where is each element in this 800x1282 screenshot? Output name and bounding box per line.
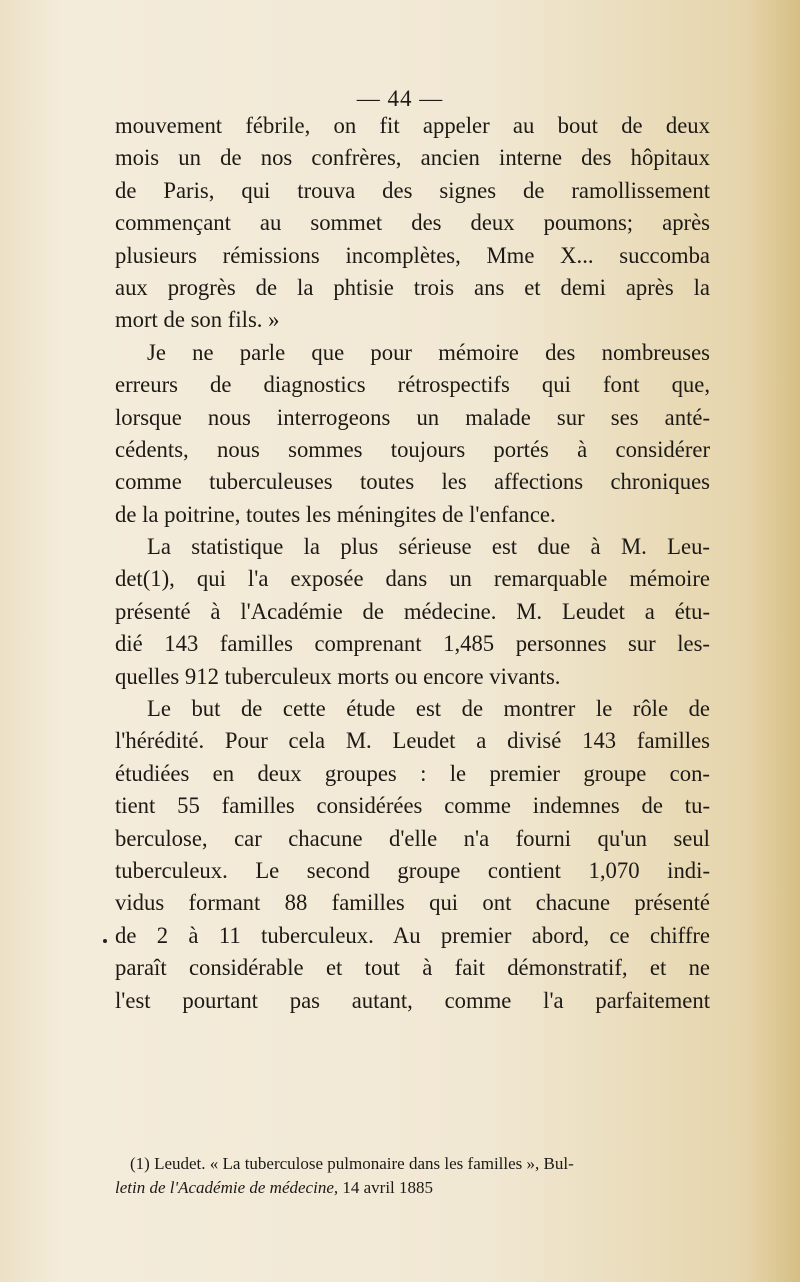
margin-dot	[103, 939, 107, 943]
text-line: présenté à l'Académie de médecine. M. Leudet a étu-	[115, 598, 710, 624]
text-line: de 2 à 11 tuberculeux. Au premier abord, ce chiffre	[115, 922, 710, 948]
text-line: erreurs de diagnostics rétrospectifs qui font que,	[115, 372, 710, 398]
text-line: étudiées en deux groupes : le premier groupe con-	[115, 760, 710, 786]
footnote-journal-title: letin de l'Académie de médecine,	[115, 1178, 339, 1197]
text-line: vidus formant 88 familles qui ont chacune présenté	[115, 890, 710, 916]
footnote-line-1: (1) Leudet. « La tuberculose pulmonaire dans les familles », Bul-	[130, 1154, 574, 1173]
text-line: aux progrès de la phtisie trois ans et demi après la	[115, 274, 710, 300]
text-line: det(1), qui l'a exposée dans un remarquable mémoire	[115, 566, 710, 592]
text-line: de Paris, qui trouva des signes de ramollissement	[115, 177, 710, 203]
text-line: Le but de cette étude est de montrer le rôle de	[147, 696, 710, 722]
text-line: plusieurs rémissions incomplètes, Mme X... succomba	[115, 242, 710, 268]
text-line: commençant au sommet des deux poumons; après	[115, 210, 710, 236]
text-line: de la poitrine, toutes les méningites de l'enfance.	[115, 501, 556, 527]
text-line: dié 143 familles comprenant 1,485 personnes sur les-	[115, 631, 710, 657]
text-line: berculose, car chacune d'elle n'a fourni qu'un seul	[115, 825, 710, 851]
text-line: La statistique la plus sérieuse est due à M. Leu-	[147, 534, 710, 560]
text-line: tuberculeux. Le second groupe contient 1,070 indi-	[115, 857, 710, 883]
footnote-date: 14 avril 1885	[338, 1178, 434, 1197]
text-line: l'hérédité. Pour cela M. Leudet a divisé 143 familles	[115, 728, 710, 754]
text-line: mort de son fils. »	[115, 307, 280, 333]
text-line: paraît considérable et tout à fait démonstratif, et ne	[115, 955, 710, 981]
page-number: — 44 —	[356, 86, 444, 111]
text-line: tient 55 familles considérées comme indemnes de tu-	[115, 793, 710, 819]
text-line: Je ne parle que pour mémoire des nombreuses	[147, 339, 710, 365]
footnote	[115, 1152, 710, 1200]
text-line: mouvement fébrile, on fit appeler au bout de deux	[115, 113, 710, 138]
text-line: comme tuberculeuses toutes les affections chroniques	[115, 469, 710, 495]
text-line: quelles 912 tuberculeux morts ou encore vivants.	[115, 663, 561, 689]
footnote-line-2	[115, 1176, 710, 1200]
text-line: lorsque nous interrogeons un malade sur ses anté-	[115, 404, 710, 430]
text-line: cédents, nous sommes toujours portés à considérer	[115, 436, 710, 462]
text-line: mois un de nos confrères, ancien interne des hôpitaux	[115, 145, 710, 171]
text-line: l'est pourtant pas autant, comme l'a parfaitement	[115, 987, 710, 1013]
body-text	[115, 110, 710, 1017]
